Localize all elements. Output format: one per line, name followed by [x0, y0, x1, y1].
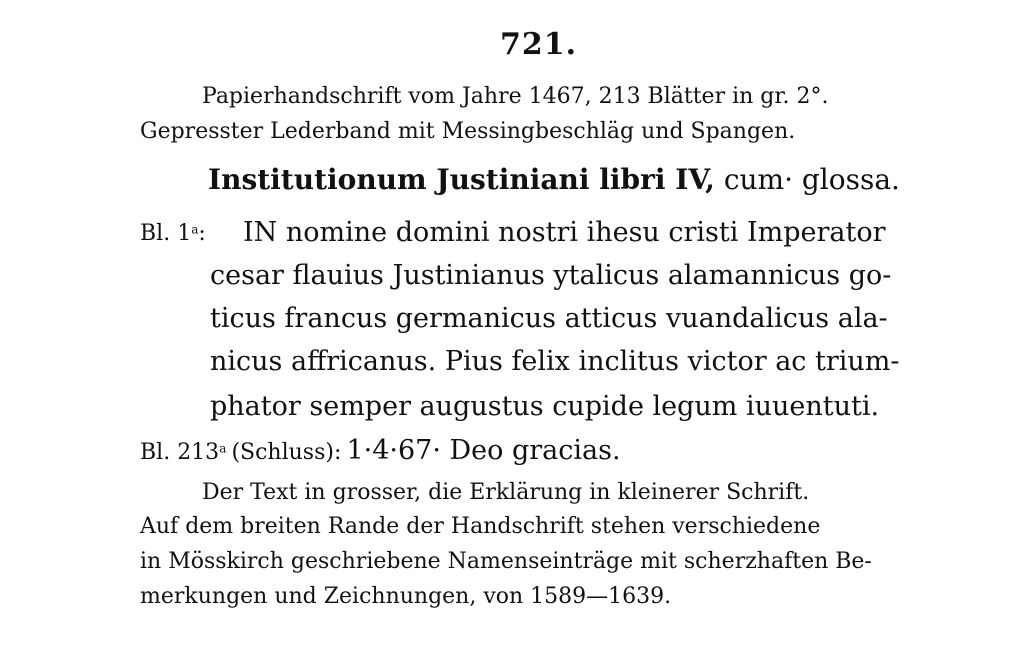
- incipit-label-text: Bl. 1: [140, 221, 192, 246]
- entry-number: 721.: [500, 27, 578, 62]
- incipit-label-sup: a: [191, 222, 199, 237]
- incipit-line-4: nicus affricanus. Pius felix inclitus victor ac trium-: [210, 346, 900, 377]
- work-title: [208, 163, 900, 196]
- note-line-1: Der Text in grosser, die Erklärung in kleinerer Schrift.: [202, 480, 810, 505]
- description-line-2: Gepresster Lederband mit Messingbeschläg und Spangen.: [140, 119, 796, 144]
- incipit-label-colon: :: [198, 221, 206, 246]
- incipit-line-2: cesar flauius Justinianus ytalicus alamannicus go-: [210, 260, 892, 291]
- work-title-rest: cum· glossa.: [723, 163, 900, 196]
- incipit-line-3: ticus francus germanicus atticus vuandalicus ala-: [210, 303, 888, 334]
- incipit-label: [140, 223, 206, 245]
- explicit-label: Bl. 213: [140, 440, 220, 465]
- note-line-4: merkungen und Zeichnungen, von 1589—1639.: [140, 584, 672, 609]
- explicit-label-sup: a: [219, 441, 227, 456]
- explicit-text: 1·4·67· Deo gracias.: [346, 435, 621, 466]
- note-line-2: Auf dem breiten Rande der Handschrift stehen verschiedene: [140, 514, 821, 539]
- explicit-line: [140, 437, 621, 464]
- explicit-label-rest: (Schluss):: [231, 440, 342, 465]
- description-line-1: Papierhandschrift vom Jahre 1467, 213 Blätter in gr. 2°.: [202, 84, 829, 109]
- incipit-line-1: IN nomine domini nostri ihesu cristi Imperator: [243, 217, 886, 248]
- work-title-bold: Institutionum Justiniani libri IV,: [208, 163, 715, 196]
- note-line-3: in Mösskirch geschriebene Namenseinträge mit scherzhaften Be-: [140, 549, 872, 574]
- incipit-line-5: phator semper augustus cupide legum iuuentuti.: [210, 391, 880, 422]
